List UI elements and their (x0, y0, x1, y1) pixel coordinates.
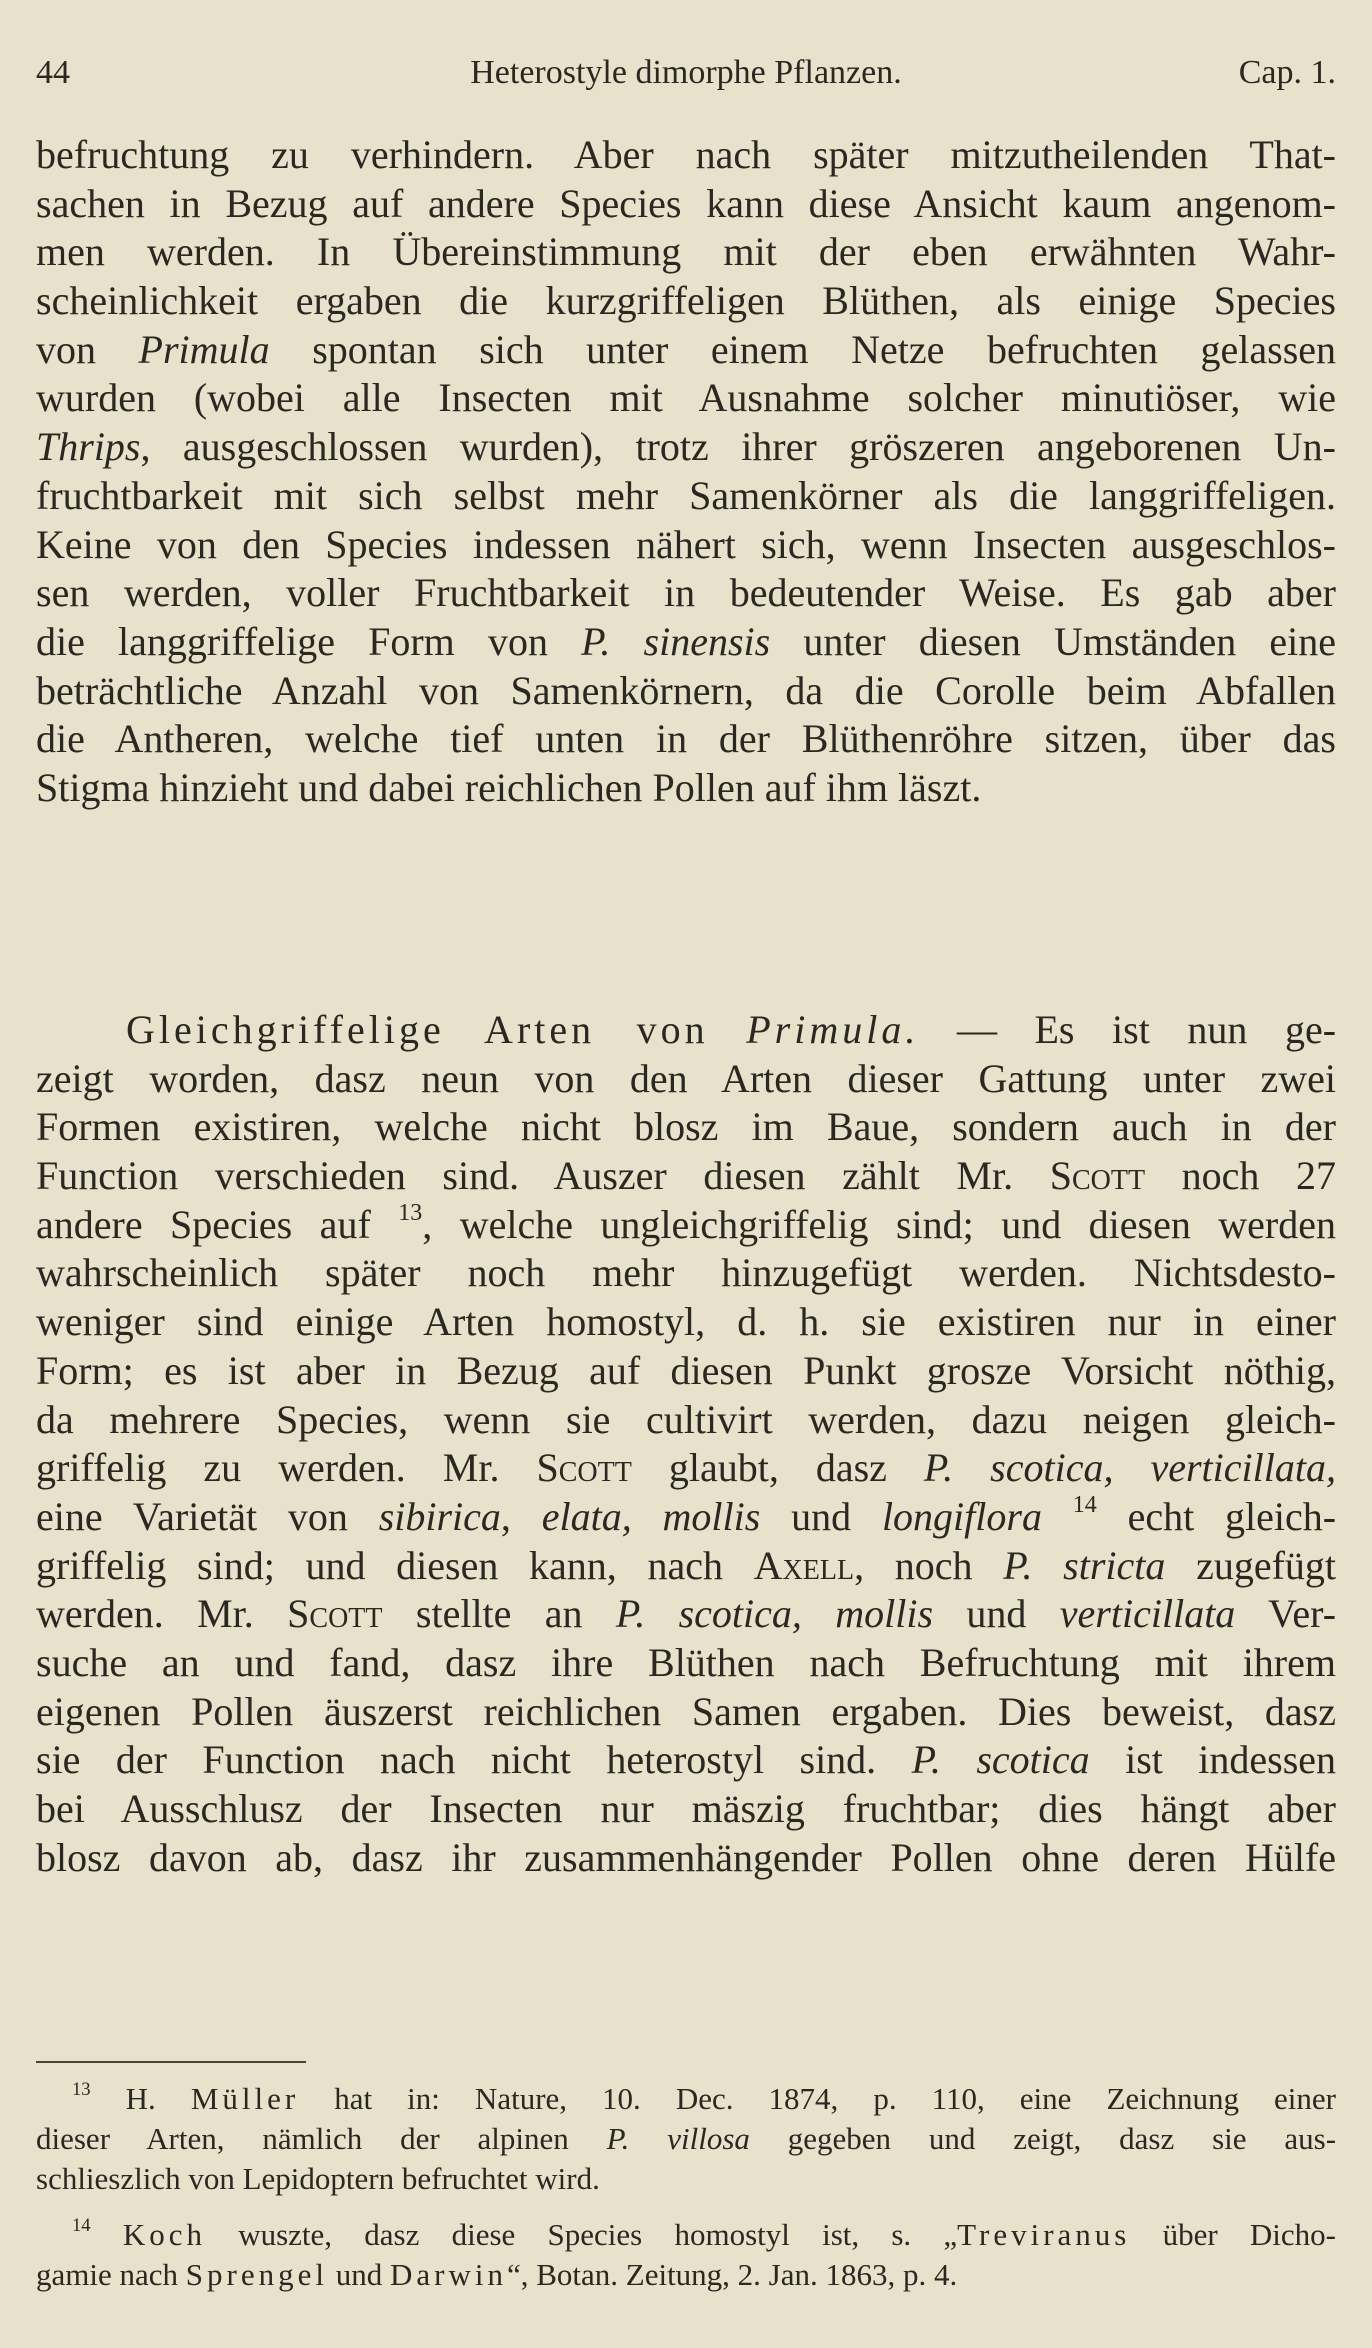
text-run: und (791, 1493, 852, 1539)
species-name: P. scotica (911, 1737, 1090, 1783)
author-name: Müller (190, 2081, 300, 2116)
text-run: , (500, 1493, 511, 1539)
text-run: werden. Mr. (36, 1591, 254, 1637)
text-line (36, 1444, 1336, 1493)
text-line: men werden. In Übereinstimmung mit der eben erwähnten Wahr- (36, 229, 1336, 275)
species-name: verticillata (1059, 1591, 1236, 1637)
text-line: beträchtliche Anzahl von Samenkörnern, da die Corolle beim Abfallen (36, 667, 1336, 713)
text-run: spontan sich unter einem Netze befruchten gelassen (312, 326, 1337, 372)
chapter-label: Cap. 1. (1238, 54, 1336, 91)
footnote-ref: 14 (1072, 1491, 1097, 1518)
footnote-14-line (36, 2215, 1336, 2255)
text-line: weniger sind einige Arten homostyl, d. h. sie existiren nur in einer (36, 1299, 1336, 1345)
author-name: Sprengel (185, 2257, 328, 2292)
text-run: , ausgeschlossen wurden), trotz ihrer gröszeren angeborenen Un- (140, 424, 1336, 470)
text-run: glaubt, dasz (668, 1445, 887, 1491)
author-name: Scott (287, 1591, 383, 1637)
text-run: Ver- (1267, 1591, 1337, 1637)
text-line (36, 326, 1336, 375)
species-name: P. villosa (606, 2121, 750, 2156)
text-run: und (335, 2257, 383, 2292)
species-name: elata, mollis (541, 1493, 761, 1539)
text-line (36, 1493, 1336, 1542)
species-name: P. scotica, mollis (615, 1591, 934, 1637)
text-run: eine Varietät von (36, 1493, 348, 1539)
footnotes (36, 2079, 1336, 2295)
footnote-13-line (36, 2079, 1336, 2119)
text-line (36, 618, 1336, 667)
text-run: sie der Function nach nicht heterostyl sind. (36, 1737, 877, 1783)
author-name: Axell (753, 1542, 855, 1588)
species-name: Primula (138, 326, 270, 372)
species-name: P. scotica, verticillata, (923, 1445, 1336, 1491)
text-line: wurden (wobei alle Insecten mit Ausnahme solcher minutiöser, wie (36, 375, 1336, 421)
text-line: suche an und fand, dasz ihre Blüthen nach Befruchtung mit ihrem (36, 1639, 1336, 1685)
text-line: Form; es ist aber in Bezug auf diesen Punkt grosze Vorsicht nöthig, (36, 1347, 1336, 1393)
text-run: andere Species auf (36, 1201, 371, 1247)
text-run: dieser Arten, nämlich der alpinen (36, 2121, 569, 2156)
text-run: , noch (854, 1542, 973, 1588)
text-run: und (966, 1591, 1027, 1637)
text-run: wuszte, dasz diese Species homostyl ist, s. „ (238, 2217, 958, 2252)
author-name: Darwin (389, 2257, 507, 2292)
text-line: wahrscheinlich später noch mehr hinzugefügt werden. Nichtsdesto- (36, 1250, 1336, 1296)
section-heading-line (36, 1006, 1336, 1055)
text-run: über Dicho- (1162, 2217, 1337, 2252)
text-line: befruchtung zu verhindern. Aber nach später mitzutheilenden That- (36, 132, 1336, 177)
author-name: Scott (536, 1445, 632, 1491)
author-name: Scott (1049, 1153, 1146, 1199)
text-run: ist indessen (1125, 1737, 1337, 1783)
text-line: eigenen Pollen äuszerst reichlichen Samen ergaben. Dies beweist, dasz (36, 1688, 1336, 1734)
text-line: sachen in Bezug auf andere Species kann diese Ansicht kaum angenom- (36, 180, 1336, 226)
text-run: gegeben und zeigt, dasz sie aus- (787, 2121, 1337, 2156)
species-name: sibirica (378, 1493, 501, 1539)
text-run: noch 27 (1181, 1153, 1336, 1199)
text-line: Keine von den Species indessen nähert sich, wenn Insecten ausgeschlos- (36, 521, 1336, 567)
text-run: Function verschieden sind. Auszer diesen zählt Mr. (36, 1153, 1014, 1199)
author-name: Treviranus (957, 2217, 1131, 2252)
text-run: “, Botan. Zeitung, 2. Jan. 1863, p. 4. (506, 2257, 958, 2292)
text-run: die langgriffelige Form von (36, 618, 548, 664)
text-line: fruchtbarkeit mit sich selbst mehr Samenkörner als die langgriffeligen. (36, 472, 1336, 518)
footnote-13-line (36, 2119, 1336, 2159)
text-line: blosz davon ab, dasz ihr zusammenhängender Pollen ohne deren Hülfe (36, 1834, 1336, 1880)
footnote-number: 14 (72, 2215, 91, 2237)
section-heading-genus: Primula. (746, 1007, 920, 1052)
text-run: gamie nach (36, 2257, 179, 2292)
section-heading: Gleichgriffelige Arten von (126, 1007, 709, 1052)
text-run: von (36, 326, 96, 372)
text-run: echt gleich- (1127, 1493, 1337, 1539)
species-name: P. stricta (1003, 1542, 1166, 1588)
text-line: Formen existiren, welche nicht blosz im Baue, sondern auch in der (36, 1104, 1336, 1150)
text-run: , welche ungleichgriffelig sind; und diesen werden (422, 1201, 1337, 1247)
page-number: 44 (36, 54, 70, 91)
text-line: scheinlichkeit ergaben die kurzgriffeligen Blüthen, als einige Species (36, 278, 1336, 324)
text-line (36, 1590, 1336, 1639)
footnote-13-line: schlieszlich von Lepidoptern befruchtet wird. (36, 2161, 600, 2196)
text-run: unter diesen Umständen eine (803, 618, 1337, 664)
footnote-14-line (36, 2255, 1336, 2295)
text-line (36, 1201, 1336, 1250)
footnote-divider (36, 2061, 306, 2063)
footnote-gap (36, 2199, 1336, 2215)
paragraph-2 (36, 1006, 1336, 1882)
paragraph-1 (36, 131, 1336, 813)
species-name: P. sinensis (581, 618, 771, 664)
text-line: da mehrere Species, wenn sie cultivirt werden, dazu neigen gleich- (36, 1396, 1336, 1442)
text-run: stellte an (415, 1591, 583, 1637)
text-line (36, 423, 1336, 472)
text-run: zugefügt (1196, 1542, 1337, 1588)
author-name: Koch (122, 2217, 206, 2252)
text-run: — Es ist nun ge- (956, 1007, 1337, 1052)
footnote-number: 13 (72, 2079, 91, 2101)
text-run: H. (125, 2081, 156, 2116)
text-run: griffelig zu werden. Mr. (36, 1445, 500, 1491)
text-line: bei Ausschlusz der Insecten nur mäszig fruchtbar; dies hängt aber (36, 1786, 1336, 1831)
text-line: sen werden, voller Fruchtbarkeit in bedeutender Weise. Es gab aber (36, 570, 1336, 616)
text-line (36, 1542, 1336, 1591)
running-title: Heterostyle dimorphe Pflanzen. (470, 54, 902, 91)
text-line: die Antheren, welche tief unten in der Blüthenröhre sitzen, über das (36, 716, 1336, 762)
species-name: longiflora (881, 1493, 1042, 1539)
text-line (36, 1152, 1336, 1201)
text-line: zeigt worden, dasz neun von den Arten dieser Gattung unter zwei (36, 1055, 1336, 1101)
footnote-ref: 13 (398, 1199, 423, 1226)
text-run: hat in: Nature, 10. Dec. 1874, p. 110, eine Zeichnung einer (334, 2081, 1337, 2116)
running-header (36, 48, 1336, 98)
text-line (36, 1736, 1336, 1785)
text-line: Stigma hinzieht und dabei reichlichen Pollen auf ihm läszt. (36, 764, 982, 810)
species-name: Thrips (36, 424, 141, 470)
text-run: griffelig sind; und diesen kann, nach (36, 1542, 723, 1588)
